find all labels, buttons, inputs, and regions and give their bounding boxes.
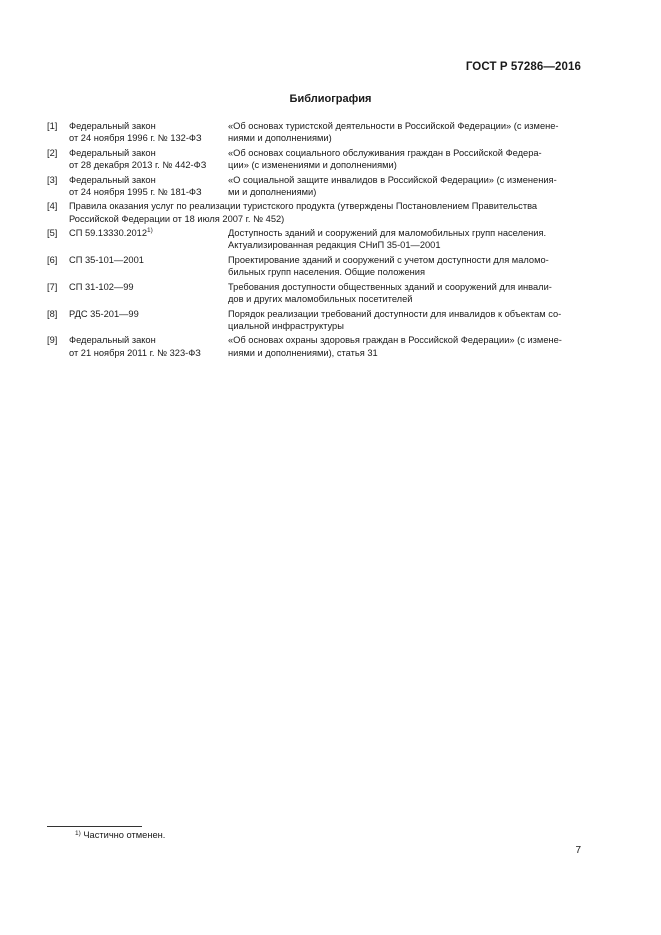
entry-title <box>228 120 584 144</box>
bibliography-entry <box>47 308 584 332</box>
source-line <box>69 334 219 346</box>
source-text: Федеральный закон <box>69 174 156 185</box>
entry-source <box>69 147 219 171</box>
entry-title <box>228 281 584 305</box>
entry-title <box>228 254 584 278</box>
title-line: Актуализированная редакция СНиП 35-01—2001 <box>228 240 441 251</box>
entry-source <box>69 254 219 266</box>
bibliography-entry <box>47 200 584 224</box>
source-text: РДС 35-201—99 <box>69 308 139 319</box>
source-text: от 24 ноября 1996 г. № 132-ФЗ <box>69 133 202 144</box>
entry-number: [3] <box>47 174 58 185</box>
title-line: «Об основах социального обслуживания граждан в Российской Федера- <box>228 147 542 158</box>
source-text: СП 59.13330.2012 <box>69 228 148 239</box>
source-line <box>69 147 219 159</box>
standard-designation: ГОСТ Р 57286—2016 <box>465 61 581 73</box>
entry-title <box>228 308 584 332</box>
entry-title <box>228 174 584 198</box>
title-line: Порядок реализации требований доступности для инвалидов к объектам со- <box>228 308 562 319</box>
source-line <box>69 159 219 171</box>
title-line: ниями и дополнениями) <box>228 133 332 144</box>
entry-source <box>69 174 219 198</box>
bibliography-entry <box>47 227 584 251</box>
source-text: Федеральный закон <box>69 335 156 346</box>
entry-number: [2] <box>47 147 58 158</box>
source-line <box>69 347 219 359</box>
entry-source <box>69 334 219 358</box>
entry-number: [6] <box>47 254 58 265</box>
source-text: от 24 ноября 1995 г. № 181-ФЗ <box>69 186 202 197</box>
bibliography-entry <box>47 147 584 171</box>
source-line <box>69 227 219 239</box>
entry-number: [1] <box>47 121 58 131</box>
title-line: «Об основах туристской деятельности в Российской Федерации» (с измене- <box>228 121 559 131</box>
title-line: ниями и дополнениями), статья 31 <box>228 347 378 358</box>
title-line: бильных групп населения. Общие положения <box>228 267 426 278</box>
bibliography-entry <box>47 254 584 278</box>
source-line <box>69 174 219 186</box>
entry-title <box>228 334 584 358</box>
entry-title <box>228 227 584 251</box>
entry-source <box>69 281 219 293</box>
page-title: Библиография <box>289 93 372 105</box>
title-line: Требования доступности общественных зданий и сооружений для инвали- <box>228 281 552 292</box>
source-text: Федеральный закон <box>69 147 156 158</box>
source-line <box>69 254 219 266</box>
title-line: дов и других маломобильных посетителей <box>228 293 413 304</box>
title-line: Доступность зданий и сооружений для маломобильных групп населения. <box>228 228 547 239</box>
entry-source <box>69 308 219 320</box>
title-line: ми и дополнениями) <box>228 186 317 197</box>
bibliography-entry <box>47 334 584 358</box>
footnote-mark: 1) <box>75 830 81 837</box>
entry-source <box>69 120 219 144</box>
source-line <box>69 281 219 293</box>
entry-title <box>69 200 584 224</box>
source-text: Федеральный закон <box>69 121 156 131</box>
entry-number: [7] <box>47 281 58 292</box>
source-text: СП 31-102—99 <box>69 281 134 292</box>
entry-source <box>69 227 219 239</box>
footnote <box>75 830 165 840</box>
source-line <box>69 120 219 132</box>
page-number: 7 <box>575 845 581 856</box>
title-line: циальной инфраструктуры <box>228 320 344 331</box>
bibliography-entry <box>47 174 584 198</box>
footnote-text: Частично отменен. <box>80 830 166 840</box>
source-line <box>69 308 219 320</box>
entry-number: [9] <box>47 335 58 346</box>
title-line: Российской Федерации от 18 июля 2007 г. № 452) <box>69 213 285 224</box>
title-line: «Об основах охраны здоровья граждан в Российской Федерации» (с измене- <box>228 335 562 346</box>
bibliography-entry <box>47 120 584 144</box>
bibliography-list <box>47 120 584 361</box>
entry-number: [4] <box>47 201 58 212</box>
title-line: ции» (с изменениями и дополнениями) <box>228 160 397 170</box>
bibliography-entry <box>47 281 584 305</box>
title-line: Правила оказания услуг по реализации туристского продукта (утверждены Постановлением Правительства <box>69 201 538 212</box>
source-line <box>69 186 219 198</box>
entry-title <box>228 147 584 171</box>
title-line: Проектирование зданий и сооружений с учетом доступности для маломо- <box>228 254 549 265</box>
title-line: «О социальной защите инвалидов в Российской Федерации» (с изменения- <box>228 174 557 185</box>
source-text: от 21 ноября 2011 г. № 323-ФЗ <box>69 347 201 358</box>
source-line <box>69 132 219 144</box>
footnote-divider <box>47 826 142 827</box>
source-text: СП 35-101—2001 <box>69 254 144 265</box>
footnote-reference: 1) <box>147 227 153 235</box>
entry-number: [5] <box>47 228 58 239</box>
source-text: от 28 декабря 2013 г. № 442-ФЗ <box>69 160 207 170</box>
entry-number: [8] <box>47 308 58 319</box>
